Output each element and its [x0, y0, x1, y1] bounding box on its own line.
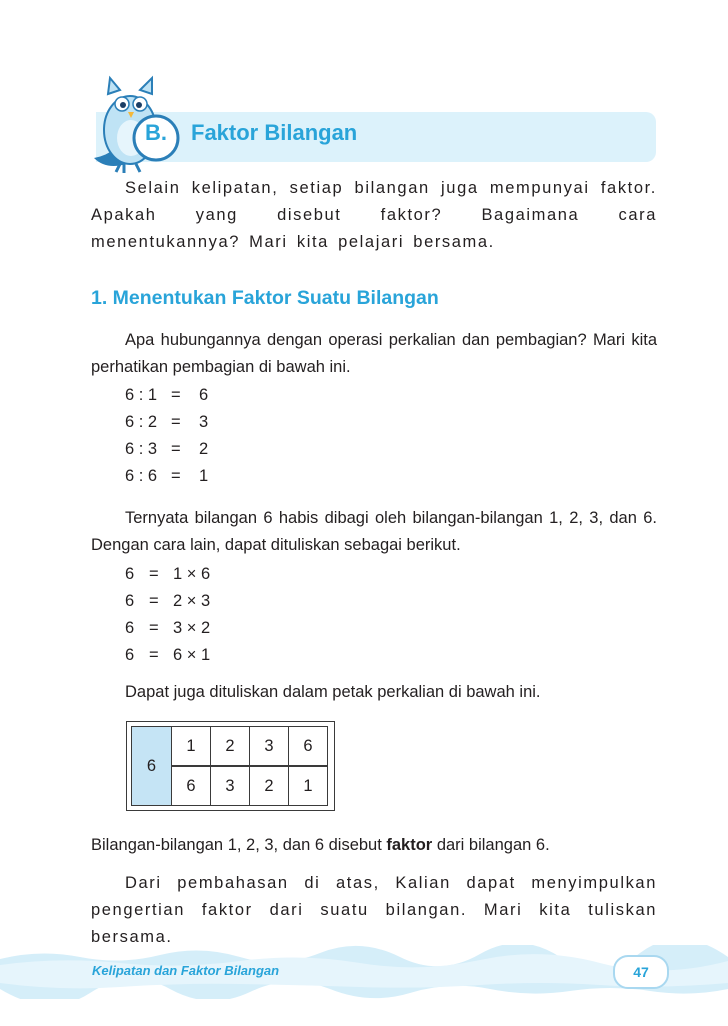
division-row [125, 409, 208, 436]
multiplication-row [125, 588, 210, 615]
grid-cell: 3 [210, 766, 250, 806]
factor-statement [91, 832, 657, 859]
paragraph-grid-intro: Dapat juga dituliskan dalam petak perkalian di bawah ini. [125, 683, 541, 701]
equals-sign: = [171, 413, 181, 431]
grid-cell: 1 [288, 766, 328, 806]
multiplication-lhs: 6 [125, 619, 135, 637]
statement-keyword: faktor [386, 836, 433, 854]
multiplication-row [125, 615, 210, 642]
grid-cell: 6 [288, 726, 328, 766]
multiplication-row [125, 561, 210, 588]
section-title: Faktor Bilangan [191, 120, 358, 145]
multiplication-rhs: 6 × 1 [173, 646, 211, 664]
division-row [125, 382, 208, 409]
multiplication-lhs: 6 [125, 565, 135, 583]
division-row [125, 463, 208, 490]
grid-number-cell: 6 [131, 726, 172, 806]
division-expression: 6 : 6 [125, 467, 158, 485]
grid-cell: 3 [249, 726, 289, 766]
division-result: 2 [199, 440, 209, 458]
division-expression: 6 : 2 [125, 413, 158, 431]
multiplication-lhs: 6 [125, 646, 135, 664]
multiplication-rhs: 2 × 3 [173, 592, 211, 610]
division-result: 6 [199, 386, 209, 404]
equals-sign: = [149, 619, 159, 637]
multiplication-lhs: 6 [125, 592, 135, 610]
page-number-badge: 47 [613, 955, 669, 989]
multiplication-grid [126, 721, 335, 811]
footer-chapter-title: Kelipatan dan Faktor Bilangan [92, 963, 280, 978]
paragraph-divisible: Ternyata bilangan 6 habis dibagi oleh bilangan-bilangan 1, 2, 3, dan 6. Dengan cara lain, dapat dituliskan sebagai berikut. [91, 509, 657, 554]
multiplication-rhs: 1 × 6 [173, 565, 211, 583]
division-result: 3 [199, 413, 209, 431]
multiplication-rhs: 3 × 2 [173, 619, 211, 637]
equals-sign: = [149, 565, 159, 583]
multiplication-row [125, 642, 210, 669]
paragraph-conclusion: Dari pembahasan di atas, Kalian dapat menyimpulkan pengertian faktor dari suatu bilangan. Mari kita tuliskan bersama. [91, 874, 657, 946]
section-letter: B. [145, 120, 167, 145]
equals-sign: = [149, 646, 159, 664]
intro-paragraph: Selain kelipatan, setiap bilangan juga mempunyai faktor. Apakah yang disebut faktor? Bagaimana cara menentukannya? Mari kita pelajari bersama. [91, 179, 657, 251]
grid-cell: 1 [171, 726, 211, 766]
equals-sign: = [171, 467, 181, 485]
subsection-heading: 1. Menentukan Faktor Suatu Bilangan [91, 287, 439, 309]
grid-cell: 6 [171, 766, 211, 806]
paragraph-operations: Apa hubungannya dengan operasi perkalian dan pembagian? Mari kita perhatikan pembagian di bawah ini. [91, 331, 657, 376]
division-result: 1 [199, 467, 209, 485]
grid-cell: 2 [249, 766, 289, 806]
multiplication-list [125, 561, 210, 669]
statement-text-before: Bilangan-bilangan 1, 2, 3, dan 6 disebut [91, 836, 387, 854]
statement-text-after: dari bilangan 6. [432, 836, 550, 854]
division-expression: 6 : 1 [125, 386, 158, 404]
equals-sign: = [171, 386, 181, 404]
equals-sign: = [149, 592, 159, 610]
division-list [125, 382, 208, 490]
grid-cell: 2 [210, 726, 250, 766]
division-expression: 6 : 3 [125, 440, 158, 458]
equals-sign: = [171, 440, 181, 458]
division-row [125, 436, 208, 463]
